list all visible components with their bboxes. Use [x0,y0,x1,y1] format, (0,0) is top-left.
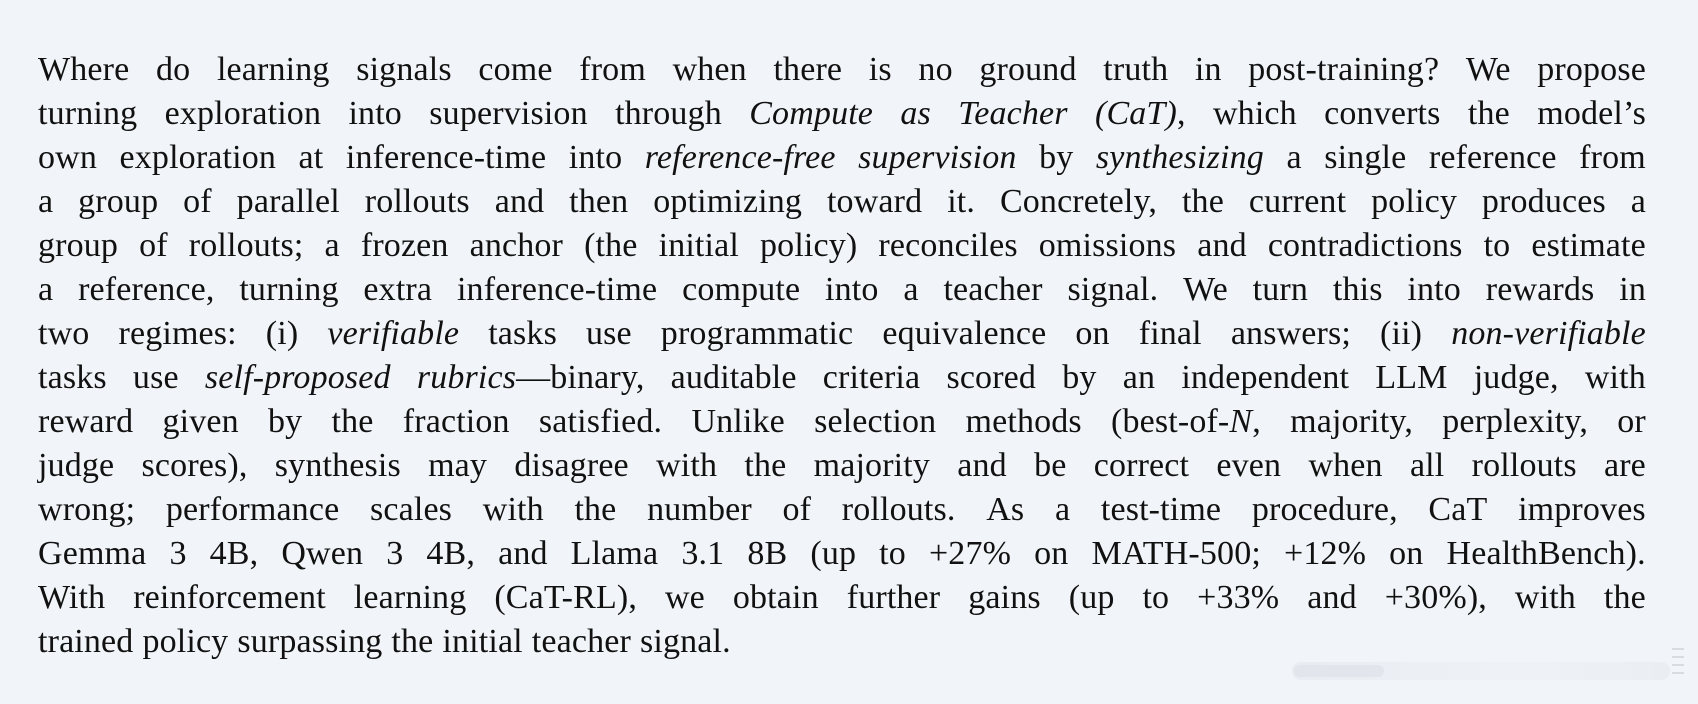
word: use [585,315,632,352]
word: exploration [164,95,322,132]
word: is [868,51,892,88]
word: extra [363,271,433,308]
word: signal. [639,623,731,660]
word: (up [1068,579,1115,616]
word: Qwen [281,535,364,572]
word: (CaT-RL), [494,579,638,616]
word: (the [584,227,638,264]
word: Concretely, [999,183,1158,220]
word: inference-time [345,139,547,176]
word: performance [165,491,340,528]
word: methods [965,403,1082,440]
word: rewards [1485,271,1595,308]
word: number [647,491,752,528]
word: learning [216,51,330,88]
abstract-paragraph [38,48,1646,664]
word: and [1307,579,1357,616]
word: from [1579,139,1646,176]
abstract-line [38,48,1646,92]
word: when [1308,447,1383,484]
word: improves [1518,491,1646,528]
word: in [1194,51,1222,88]
word: We [1183,271,1228,308]
word: a [903,271,919,308]
word: ground [979,51,1077,88]
word: procedure, [1251,491,1398,528]
word: at [298,139,324,176]
word: non-verifiable [1451,315,1646,352]
abstract-line [38,620,1646,664]
abstract-line [38,400,1646,444]
word: compute [682,271,801,308]
word: With [38,579,106,616]
word: in [1619,271,1646,308]
word: with [1584,359,1646,396]
word: through [615,95,722,132]
word: majority [813,447,931,484]
word: turning [38,95,138,132]
word: Gemma [38,535,147,572]
word: auditable [670,359,797,396]
word: a [38,271,54,308]
word: As [986,491,1025,528]
word: further [846,579,941,616]
word: Where [38,51,130,88]
word: the [1181,183,1224,220]
word: reference-free [644,139,836,176]
word: judge [38,447,115,484]
abstract-line [38,312,1646,356]
abstract-line [38,576,1646,620]
word: rubrics—binary, [416,359,645,396]
word: or [1617,403,1646,440]
word: into [568,139,623,176]
word: (CaT), [1094,95,1186,132]
word: no [918,51,953,88]
word: with [482,491,544,528]
word: come [478,51,553,88]
word: equivalence [882,315,1047,352]
word: teacher [531,623,631,660]
abstract-line [38,268,1646,312]
word: self-proposed [204,359,391,396]
word: initial [658,227,739,264]
word: majority, [1290,403,1413,440]
word: (up [810,535,857,572]
word: a [1630,183,1646,220]
word: HealthBench). [1446,535,1646,572]
word: reference, [78,271,215,308]
abstract-line [38,488,1646,532]
word: estimate [1531,227,1646,264]
word: omissions [1038,227,1177,264]
word: test-time [1100,491,1222,528]
word: single [1324,139,1407,176]
word: a [38,183,54,220]
word: +33% [1197,579,1280,616]
word: group [38,227,119,264]
word: fraction [402,403,510,440]
word: a [324,227,340,264]
word: then [569,183,629,220]
word: own [38,139,98,176]
word: this [1332,271,1383,308]
word: when [672,51,747,88]
word: toward [826,183,923,220]
word: scores), [141,447,248,484]
word: trained [38,623,134,660]
word: supervision [429,95,588,132]
word: rollouts; [188,227,304,264]
abstract-line [38,356,1646,400]
word: current [1248,183,1347,220]
word: even [1216,447,1282,484]
word: with [1514,579,1576,616]
word: signal. [1067,271,1159,308]
word: and [957,447,1007,484]
word: reconciles [878,227,1018,264]
word: exploration [119,139,277,176]
word: criteria [822,359,921,396]
word: and [1197,227,1247,264]
word: parallel [236,183,340,220]
word: Unlike [691,403,785,440]
word: and [498,535,548,572]
word: teacher [943,271,1043,308]
abstract-line [38,180,1646,224]
word: 8B [747,535,788,572]
word: turn [1252,271,1309,308]
word: final [1138,315,1202,352]
abstract-line [38,444,1646,488]
word: do [156,51,191,88]
word: on [1075,315,1110,352]
word: optimizing [653,183,803,220]
word: converts [1324,95,1441,132]
word: by [1062,359,1097,396]
word: which [1212,95,1297,132]
word: learning [353,579,467,616]
word: it. [947,183,976,220]
word: reward [38,403,134,440]
word: perplexity, [1442,403,1588,440]
word: anchor [469,227,564,264]
word: a [1054,491,1071,528]
word: into [1407,271,1461,308]
word: two [38,315,90,352]
word: of [782,491,812,528]
word: turning [239,271,339,308]
word: CaT [1428,491,1488,528]
word: supervision [858,139,1017,176]
scrollbar-thumb[interactable] [1294,665,1384,677]
word: We [1465,51,1511,88]
word: 4B, [426,535,476,572]
word: with [656,447,718,484]
word: the [574,491,617,528]
resize-grip-icon[interactable] [1672,648,1684,686]
word: group [78,183,159,220]
word: to [1483,227,1511,264]
word: the [331,403,374,440]
word: post-training? [1248,51,1440,88]
word: an [1122,359,1156,396]
word: answers; [1230,315,1351,352]
word: rollouts [364,183,470,220]
word: independent [1181,359,1350,396]
word: verifiable [327,315,460,352]
word: the [391,623,434,660]
word: reinforcement [133,579,326,616]
word: as [900,95,931,132]
abstract-line [38,92,1646,136]
abstract-line [38,136,1646,180]
word: into [348,95,402,132]
word: into [825,271,879,308]
word: all [1409,447,1445,484]
word: rollouts [1471,447,1577,484]
word: on [1034,535,1069,572]
word: +27% [928,535,1012,572]
word: rollouts. [841,491,956,528]
word: surpassing [237,623,383,660]
word: are [1603,447,1646,484]
word: reference [1428,139,1557,176]
word: correct [1093,447,1190,484]
word: we [664,579,705,616]
word: programmatic [660,315,854,352]
word: frozen [360,227,449,264]
word: use [132,359,179,396]
word: 3 [386,535,404,572]
word: regimes: [118,315,237,352]
word: be [1034,447,1067,484]
word: obtain [732,579,819,616]
word: a [1286,139,1302,176]
word: may [428,447,488,484]
word: 3 [169,535,187,572]
word: 3.1 [681,535,725,572]
word: the [744,447,787,484]
word: (best-of-N, [1111,403,1261,440]
word: MATH-500; [1091,535,1261,572]
word: policy) [760,227,858,264]
word: and [494,183,545,220]
word: tasks [38,359,107,396]
word: given [162,403,239,440]
word: satisfied. [538,403,663,440]
word: policy [142,623,229,660]
word: Compute [749,95,874,132]
word: wrong; [38,491,136,528]
word: propose [1537,51,1646,88]
word: initial [442,623,523,660]
word: +30%), [1384,579,1487,616]
word: by [1039,139,1074,176]
word: scales [369,491,453,528]
word: +12% [1284,535,1367,572]
word: there [773,51,843,88]
word: LLM [1375,359,1448,396]
word: inference-time [456,271,658,308]
word: of [183,183,212,220]
word: of [139,227,168,264]
word: from [579,51,646,88]
word: (i) [265,315,299,352]
word: model’s [1537,95,1646,132]
word: contradictions [1267,227,1463,264]
abstract-line [38,532,1646,576]
word: truth [1103,51,1169,88]
word: synthesis [274,447,401,484]
word: on [1389,535,1424,572]
word: Llama [570,535,659,572]
word: judge, [1473,359,1559,396]
word: scored [946,359,1037,396]
word: the [1603,579,1646,616]
word: 4B, [209,535,259,572]
word: policy [1371,183,1457,220]
word: the [1467,95,1510,132]
word: signals [356,51,452,88]
word: (ii) [1380,315,1423,352]
word: tasks [488,315,557,352]
word: selection [814,403,937,440]
word: produces [1481,183,1606,220]
word: disagree [514,447,629,484]
word: by [268,403,303,440]
word: synthesizing [1095,139,1264,176]
word: to [879,535,906,572]
word: Teacher [958,95,1068,132]
word: gains [968,579,1041,616]
word: to [1142,579,1170,616]
abstract-line [38,224,1646,268]
